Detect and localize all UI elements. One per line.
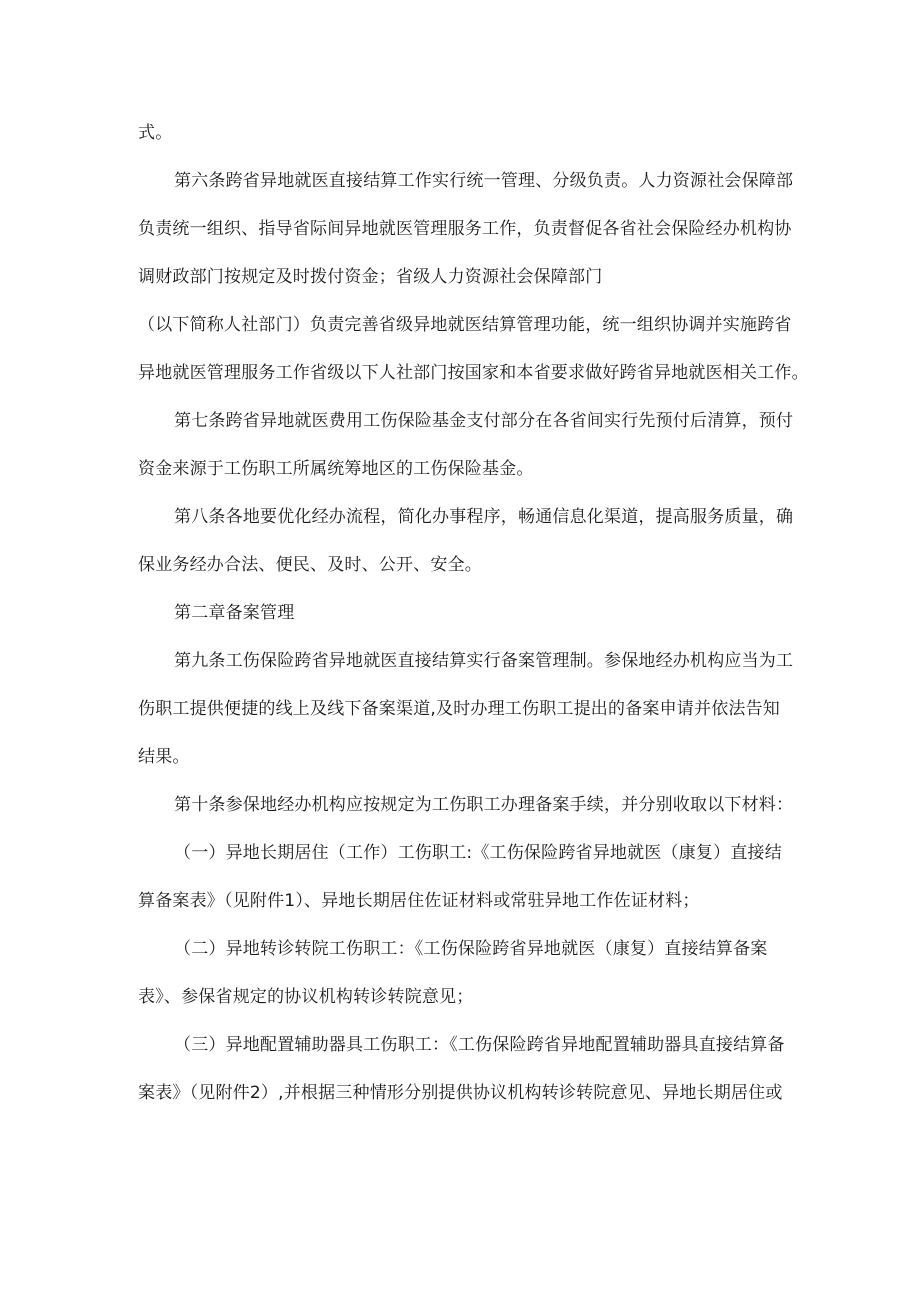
text-line: 式。 <box>138 123 173 143</box>
article-10-heading-line: 第十条参保地经办机构应按规定为工伤职工办理备案手续，并分别收取以下材料： <box>174 795 794 815</box>
text-line: 异地就医管理服务工作省级以下人社部门按国家和本省要求做好跨省异地就医相关工作。 <box>138 363 809 383</box>
text-line: 结果。 <box>138 747 190 767</box>
chapter-2-heading: 第二章备案管理 <box>174 603 295 623</box>
text-line: 资金来源于工伤职工所属统筹地区的工伤保险基金。 <box>138 459 534 479</box>
text-line: 伤职工提供便捷的线上及线下备案渠道,及时办理工伤职工提出的备案申请并依法告知 <box>138 699 781 719</box>
text-line: 算备案表》（见附件1）、异地长期居住佐证材料或常驻异地工作佐证材料； <box>138 891 700 911</box>
item-1-line: （一）异地长期居住（工作）工伤职工:《工伤保险跨省异地就医（康复）直接结 <box>174 843 782 863</box>
text-line: 案表》（见附件2）,并根据三种情形分别提供协议机构转诊转院意见、异地长期居住或 <box>138 1083 783 1103</box>
article-9-heading-line: 第九条工伤保险跨省异地就医直接结算实行备案管理制。参保地经办机构应当为工 <box>174 651 794 671</box>
text-line: 调财政部门按规定及时拨付资金；省级人力资源社会保障部门 <box>138 267 603 287</box>
text-line: 保业务经办合法、便民、及时、公开、安全。 <box>138 555 482 575</box>
text-line: 负责统一组织、指导省际间异地就医管理服务工作，负责督促各省社会保险经办机构协 <box>138 219 792 239</box>
item-2-line: （二）异地转诊转院工伤职工：《工伤保险跨省异地就医（康复）直接结算备案 <box>174 939 768 959</box>
item-3-line: （三）异地配置辅助器具工伤职工：《工伤保险跨省异地配置辅助器具直接结算备 <box>174 1035 785 1055</box>
article-8-heading-line: 第八条各地要优化经办流程，简化办事程序，畅通信息化渠道，提高服务质量，确 <box>174 507 794 527</box>
article-6-heading-line: 第六条跨省异地就医直接结算工作实行统一管理、分级负责。人力资源社会保障部 <box>174 171 794 191</box>
text-line: （以下简称人社部门）负责完善省级异地就医结算管理功能，统一组织协调并实施跨省 <box>138 315 792 335</box>
article-7-heading-line: 第七条跨省异地就医费用工伤保险基金支付部分在各省间实行先预付后清算，预付 <box>174 411 794 431</box>
text-line: 表》、参保省规定的协议机构转诊转院意见； <box>138 987 474 1007</box>
